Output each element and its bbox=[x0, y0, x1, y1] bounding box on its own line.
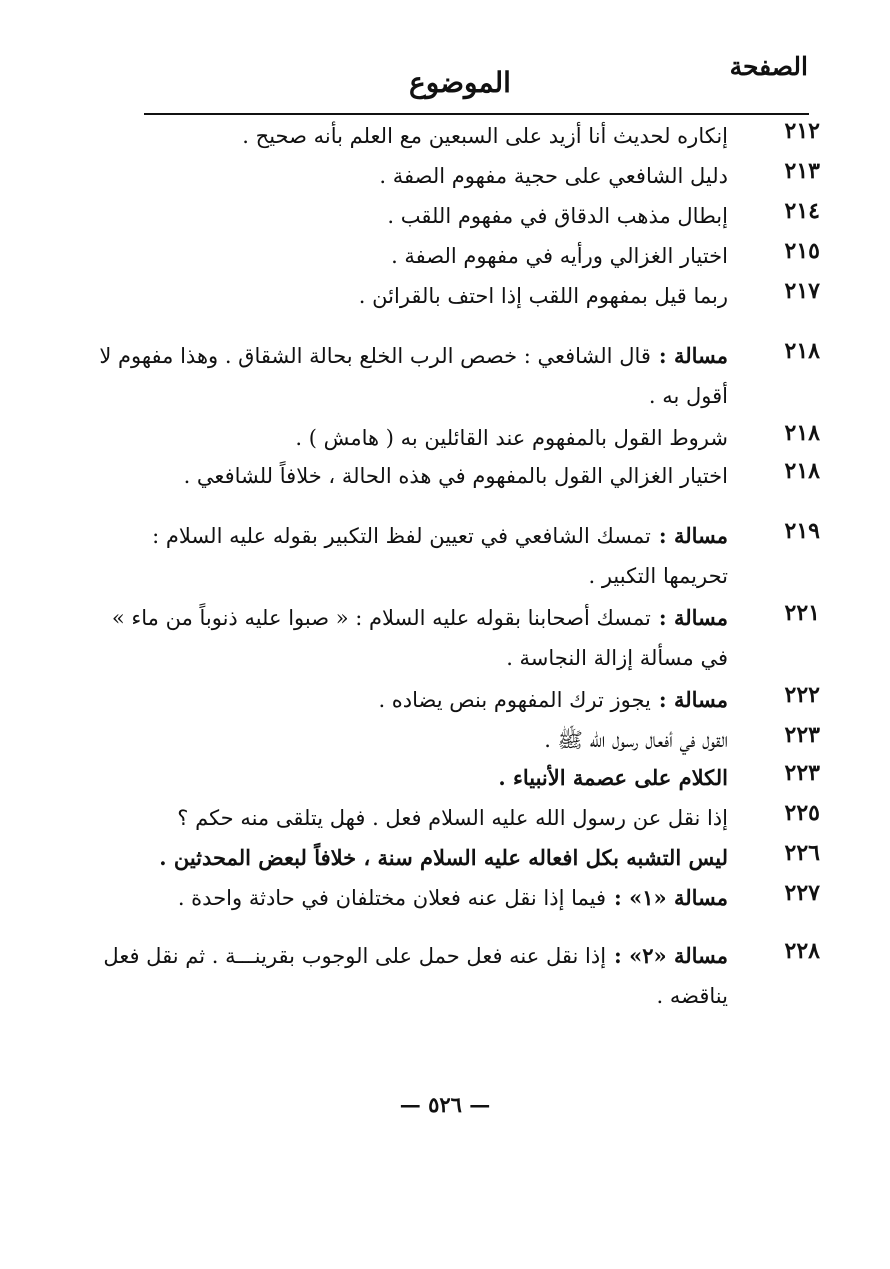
entry-text: ربما قيل بمفهوم اللقب إذا احتف بالقرائن . bbox=[358, 284, 728, 308]
entry-text: دليل الشافعي على حجية مفهوم الصفة . bbox=[379, 164, 728, 188]
entry-page-number: ٢١٩ bbox=[784, 518, 820, 544]
header-rule bbox=[144, 113, 809, 115]
entry-page-number: ٢١٥ bbox=[784, 238, 820, 264]
entry-text: فيما إذا نقل عنه فعلان مختلفان في حادثة واحدة . bbox=[177, 886, 607, 910]
page-number: — ٥٢٦ — bbox=[399, 1092, 491, 1117]
entry-label: مسالة : bbox=[658, 343, 728, 368]
entry-text-block bbox=[98, 336, 728, 416]
entry-text-block bbox=[98, 156, 728, 196]
entry-text: إذا نقل عنه فعل حمل على الوجوب بقرينـــة . ثم نقل فعل يناقضه . bbox=[103, 944, 728, 1008]
entry-text-block bbox=[98, 598, 728, 678]
entry-text-block bbox=[98, 720, 728, 760]
entry-text-block bbox=[98, 196, 728, 236]
entry-text-block bbox=[98, 758, 728, 798]
entry-page-number: ٢٢٣ bbox=[784, 760, 820, 786]
entry-page-number: ٢١٢ bbox=[784, 118, 820, 144]
entry-page-number: ٢٢٥ bbox=[784, 800, 820, 826]
entry-page-number: ٢٢٧ bbox=[784, 880, 820, 906]
entry-text: اختيار الغزالي ورأيه في مفهوم الصفة . bbox=[391, 244, 728, 268]
entry-text-block bbox=[98, 418, 728, 458]
entry-page-number: ٢٢٨ bbox=[784, 938, 820, 964]
entry-text-block bbox=[98, 456, 728, 496]
entry-text-block bbox=[98, 798, 728, 838]
entry-text: إذا نقل عن رسول الله عليه السلام فعل . فهل يتلقى منه حكم ؟ bbox=[177, 806, 728, 830]
entry-text-block bbox=[98, 516, 728, 596]
entry-text: الكلام على عصمة الأنبياء . bbox=[498, 765, 728, 790]
entry-page-number: ٢١٧ bbox=[784, 278, 820, 304]
entry-text-block bbox=[98, 116, 728, 156]
entry-text-block bbox=[98, 838, 728, 878]
entry-text: إبطال مذهب الدقاق في مفهوم اللقب . bbox=[387, 204, 728, 228]
entry-text: تمسك الشافعي في تعيين لفظ التكبير بقوله عليه السلام : تحريمها التكبير . bbox=[152, 524, 728, 588]
entry-text-block bbox=[98, 680, 728, 720]
entry-text-block bbox=[98, 936, 728, 1016]
entry-page-number: ٢١٨ bbox=[784, 420, 820, 446]
entry-page-number: ٢١٨ bbox=[784, 338, 820, 364]
entry-text: يجوز ترك المفهوم بنص يضاده . bbox=[378, 688, 651, 712]
entry-page-number: ٢٢٣ bbox=[784, 722, 820, 748]
entry-text-block bbox=[98, 276, 728, 316]
entry-text: تمسك أصحابنا بقوله عليه السلام : « صبوا عليه ذنوباً من ماء » في مسألة إزالة النجاسة . bbox=[111, 606, 728, 670]
entry-page-number: ٢١٣ bbox=[784, 158, 820, 184]
entry-text-block bbox=[98, 878, 728, 918]
entry-text: اختيار الغزالي القول بالمفهوم في هذه الحالة ، خلافاً للشافعي . bbox=[183, 464, 728, 488]
entry-label: مسالة «١» : bbox=[614, 885, 728, 910]
entry-page-number: ٢١٤ bbox=[784, 198, 820, 224]
entry-page-number: ٢١٨ bbox=[784, 458, 820, 484]
entry-text: إنكاره لحديث أنا أزيد على السبعين مع العلم بأنه صحيح . bbox=[242, 124, 728, 148]
entry-label: مسالة : bbox=[658, 687, 728, 712]
entry-text: شروط القول بالمفهوم عند القائلين به ( هامش ) . bbox=[295, 426, 728, 450]
entry-page-number: ٢٢٢ bbox=[784, 682, 820, 708]
entry-text: ليس التشبه بكل افعاله عليه السلام سنة ، خلافاً لبعض المحدثين . bbox=[159, 845, 728, 870]
entry-text: القول في أفعال رسول الله ﷺ . bbox=[544, 728, 728, 752]
page-column-header: الصفحة bbox=[729, 52, 808, 81]
entry-label: مسالة : bbox=[658, 605, 728, 630]
entry-text-block bbox=[98, 236, 728, 276]
entry-label: مسالة «٢» : bbox=[614, 943, 728, 968]
entry-label: مسالة : bbox=[658, 523, 728, 548]
topic-column-header: الموضوع bbox=[409, 66, 511, 99]
entry-page-number: ٢٢١ bbox=[784, 600, 820, 626]
entry-page-number: ٢٢٦ bbox=[784, 840, 820, 866]
entry-text: قال الشافعي : خصص الرب الخلع بحالة الشقاق . وهذا مفهوم لا أقول به . bbox=[99, 344, 728, 408]
